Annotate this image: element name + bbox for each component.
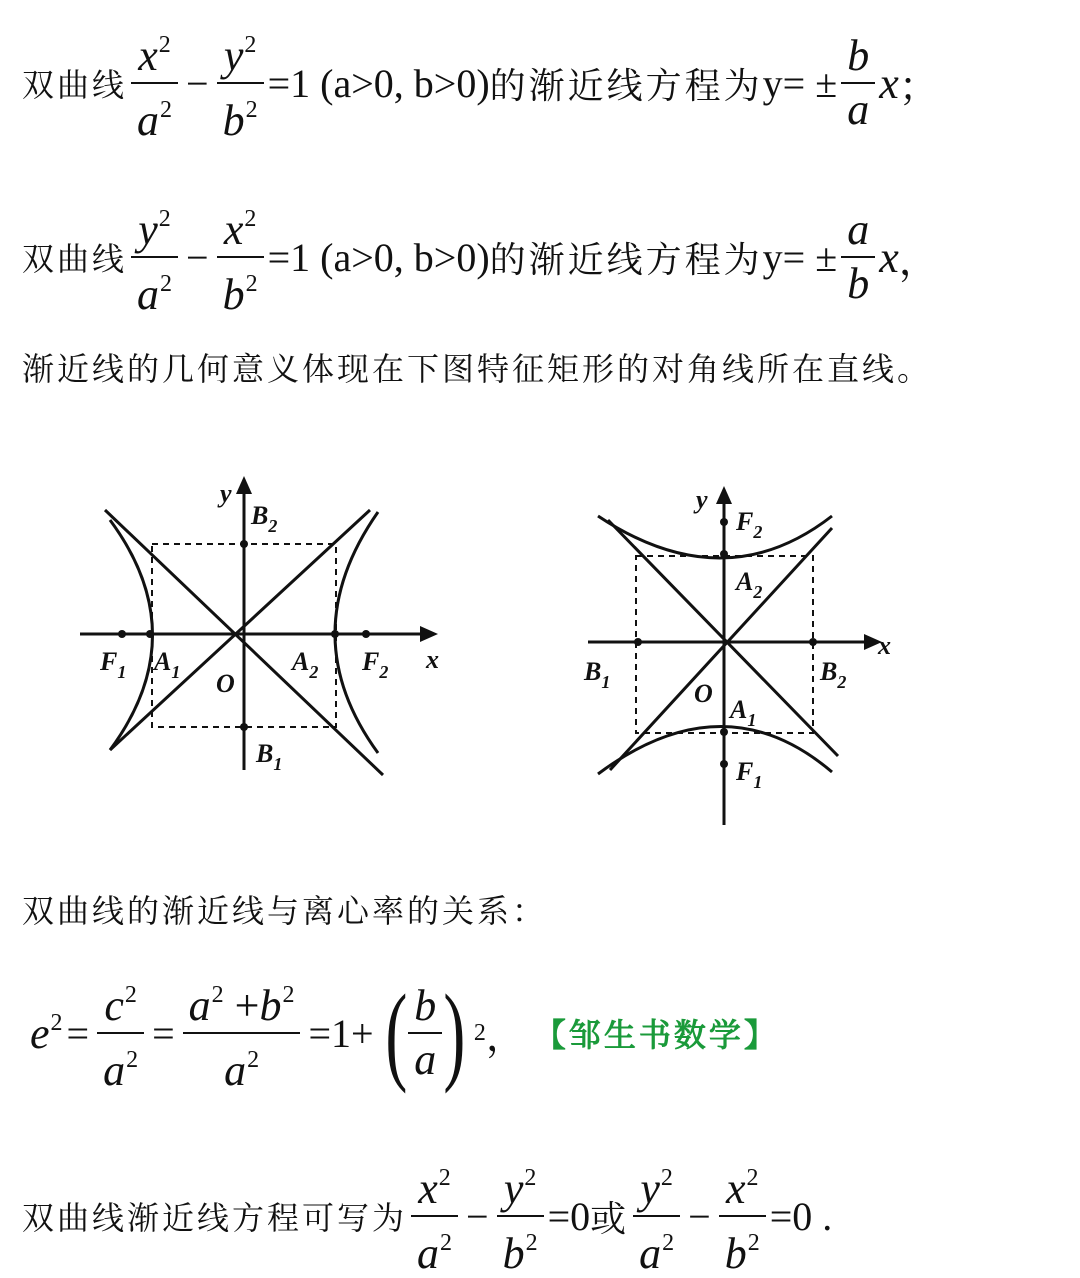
fraction: $\frac{y^2}{a^2}$ [131, 196, 178, 318]
label-a2: $A_2$ [736, 567, 763, 602]
label-b2: $B_2$ [820, 657, 847, 692]
formula-line-6: 双曲线渐近线方程可写为 $\frac{x^2}{a^2}$ − $\frac{y^2}{b^2}$ =0 或 $\frac{y^2}{a^2}$ − $\frac{x^2}{b^2}$ =0 . [22, 1155, 832, 1277]
label-f2: $F_2$ [362, 647, 389, 682]
fraction: $\frac{c^2}{a^2}$ [97, 972, 144, 1094]
label-f1: $F_1$ [736, 757, 763, 792]
fraction: $\frac{x^2}{a^2}$ [411, 1155, 458, 1277]
text-line-3 [22, 344, 932, 390]
equation-condition: =1 (a>0, b>0) [267, 60, 490, 106]
hyperbola-horizontal-diagram [70, 470, 450, 780]
text-label: 双曲线 [22, 240, 128, 278]
text-label: 双曲线渐近线方程可写为 [22, 1199, 408, 1237]
hyperbola-vertical-diagram [570, 480, 910, 830]
label-a1: $A_1$ [730, 695, 757, 730]
text-label: 双曲线 [22, 66, 128, 104]
tail-var: x [879, 232, 899, 282]
fraction: $\frac{y^2}{b^2}$ [497, 1155, 544, 1277]
fraction: $\frac{a^2 +b^2}{a^2}$ [183, 972, 301, 1094]
label-a1: $A_1$ [154, 647, 181, 682]
label-b1: $B_1$ [584, 657, 611, 692]
label-b2: $B_2$ [251, 501, 278, 536]
text-line-4 [22, 886, 547, 932]
text-mid: 的渐近线方程为 [489, 239, 763, 281]
fraction: $\frac{y^2}{a^2}$ [633, 1155, 680, 1277]
fraction: $\frac{x^2}{a^2}$ [131, 22, 178, 144]
fraction: $\frac{a}{b}$ [841, 207, 875, 307]
label-y: y [696, 485, 708, 514]
fraction: $\frac{x^2}{b^2}$ [719, 1155, 766, 1277]
result-prefix: y= ± [762, 234, 838, 280]
tail-var: x [879, 58, 899, 108]
result-prefix: y= ± [762, 60, 838, 106]
tail-punct: ， [898, 237, 939, 283]
fraction: $\frac{y^2}{b^2}$ [217, 22, 264, 144]
geometry-note: 渐近线的几何意义体现在下图特征矩形的对角线所在直线。 [22, 350, 933, 388]
label-x: x [878, 631, 891, 660]
label-b1: $B_1$ [256, 739, 283, 774]
label-o: O [694, 679, 713, 708]
label-o: O [216, 669, 235, 698]
label-a2: $A_2$ [292, 647, 319, 682]
text-mid: 的渐近线方程为 [489, 65, 763, 107]
label-f2: $F_2$ [736, 507, 763, 542]
label-f1: $F_1$ [100, 647, 127, 682]
relation-heading: 双曲线的渐近线与离心率的关系： [22, 892, 548, 930]
tail-punct: ； [898, 63, 939, 109]
fraction: $\frac{b}{a}$ [841, 33, 875, 133]
brand-tag: 【邹生书数学】 [533, 1016, 779, 1054]
label-y: y [220, 479, 232, 508]
label-x: x [426, 645, 439, 674]
equation-condition: =1 (a>0, b>0) [267, 234, 490, 280]
formula-line-5: $e^2$ = $\frac{c^2}{a^2}$ = $\frac{a^2 +b^2}{a^2}$ =1+ ( $\frac{b}{a}$ ) 2 ， 【邹生书数学】 [30, 972, 779, 1095]
fraction: $\frac{x^2}{b^2}$ [217, 196, 264, 318]
formula-line-2: 双曲线 $\frac{y^2}{a^2}$ − $\frac{x^2}{b^2}$ =1 (a>0, b>0) 的渐近线方程为 y= ± $\frac{a}{b}$ x ， [22, 196, 939, 318]
fraction: $\frac{b}{a}$ [408, 983, 442, 1083]
formula-line-1: 双曲线 $\frac{x^2}{a^2}$ − $\frac{y^2}{b^2}$ =1 (a>0, b>0) 的渐近线方程为 y= ± $\frac{b}{a}$ x ； [22, 22, 939, 144]
